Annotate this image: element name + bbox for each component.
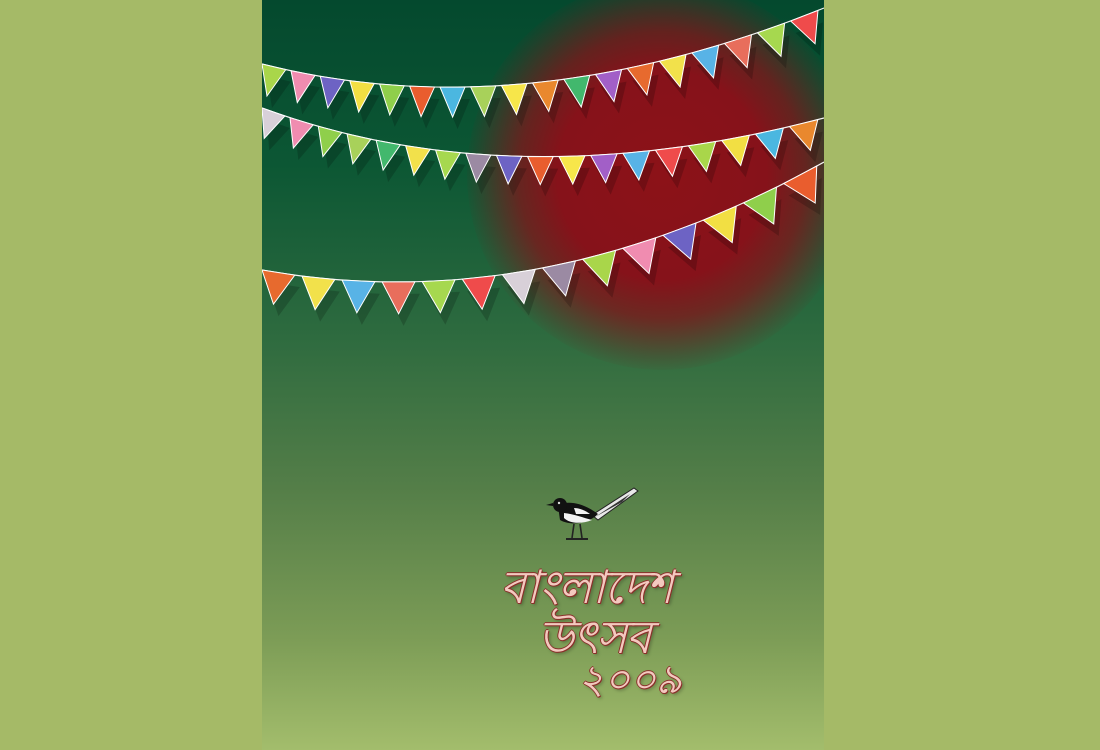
- title-utsab: উৎসব: [538, 610, 651, 664]
- title-year: ২০০৯: [578, 657, 682, 703]
- festival-poster: [262, 0, 824, 750]
- title-bangladesh: বাংলাদেশ: [500, 560, 673, 614]
